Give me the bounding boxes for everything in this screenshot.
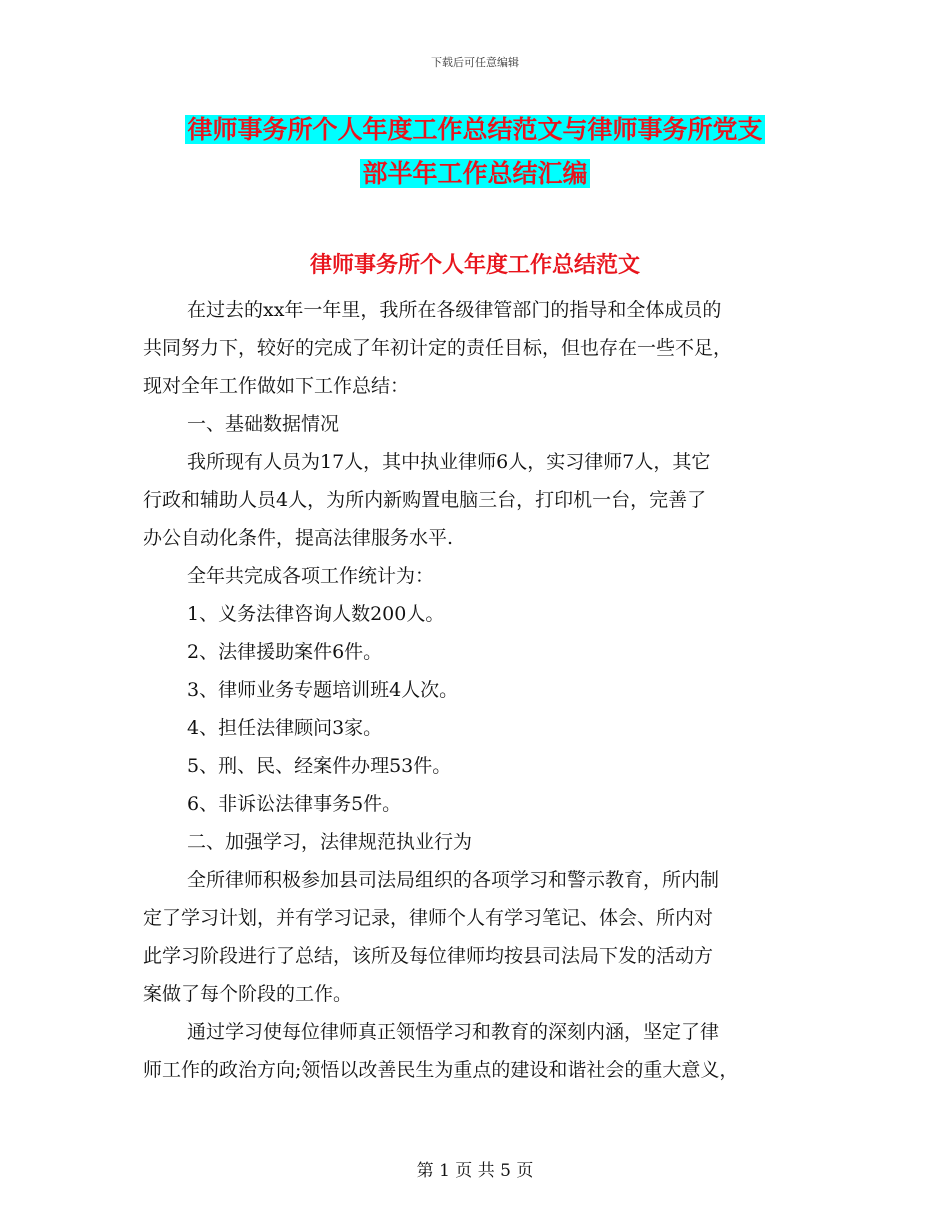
body-line: 二、加强学习，法律规范执业行为	[187, 831, 473, 853]
body-line: 在过去的xx年一年里，我所在各级律管部门的指导和全体成员的	[187, 299, 722, 321]
list-item: 4、担任法律顾问3家。	[187, 717, 383, 739]
document-title-line-2	[0, 155, 950, 193]
body-line: 行政和辅助人员4人，为所内新购置电脑三台，打印机一台，完善了	[143, 489, 707, 511]
body-line: 师工作的政治方向;领悟以改善民生为重点的建设和谐社会的重大意义，	[143, 1059, 739, 1081]
body-line: 定了学习计划，并有学习记录，律师个人有学习笔记、体会、所内对	[143, 907, 714, 929]
body-line: 一、基础数据情况	[187, 413, 340, 435]
body-line: 全所律师积极参加县司法局组织的各项学习和警示教育，所内制	[187, 869, 720, 891]
list-item: 6、非诉讼法律事务5件。	[187, 793, 402, 815]
body-line: 现对全年工作做如下工作总结：	[143, 375, 410, 397]
list-item: 2、法律援助案件6件。	[187, 641, 383, 663]
body-line: 我所现有人员为17人，其中执业律师6人，实习律师7人，其它	[187, 451, 711, 473]
body-line: 办公自动化条件，提高法律服务水平.	[143, 527, 454, 549]
title-highlight-1: 律师事务所个人年度工作总结范文与律师事务所党支	[187, 115, 763, 144]
document-title-line-1	[0, 111, 950, 149]
section-title: 律师事务所个人年度工作总结范文	[309, 253, 640, 278]
header-note: 下载后可任意编辑	[431, 56, 519, 69]
body-line: 全年共完成各项工作统计为：	[187, 565, 435, 587]
body-line: 共同努力下，较好的完成了年初计定的责任目标，但也存在一些不足，	[143, 337, 733, 359]
body-line: 此学习阶段进行了总结，该所及每位律师均按县司法局下发的活动方	[143, 945, 714, 967]
list-item: 5、刑、民、经案件办理53件。	[187, 755, 452, 777]
body-line: 通过学习使每位律师真正领悟学习和教育的深刻内涵，坚定了律	[187, 1021, 720, 1043]
list-item: 3、律师业务专题培训班4人次。	[187, 679, 459, 701]
title-highlight-2: 部半年工作总结汇编	[362, 159, 588, 188]
body-line: 案做了每个阶段的工作。	[143, 983, 353, 1005]
page-footer: 第 1 页 共 5 页	[416, 1161, 534, 1181]
list-item: 1、义务法律咨询人数200人。	[187, 603, 445, 625]
